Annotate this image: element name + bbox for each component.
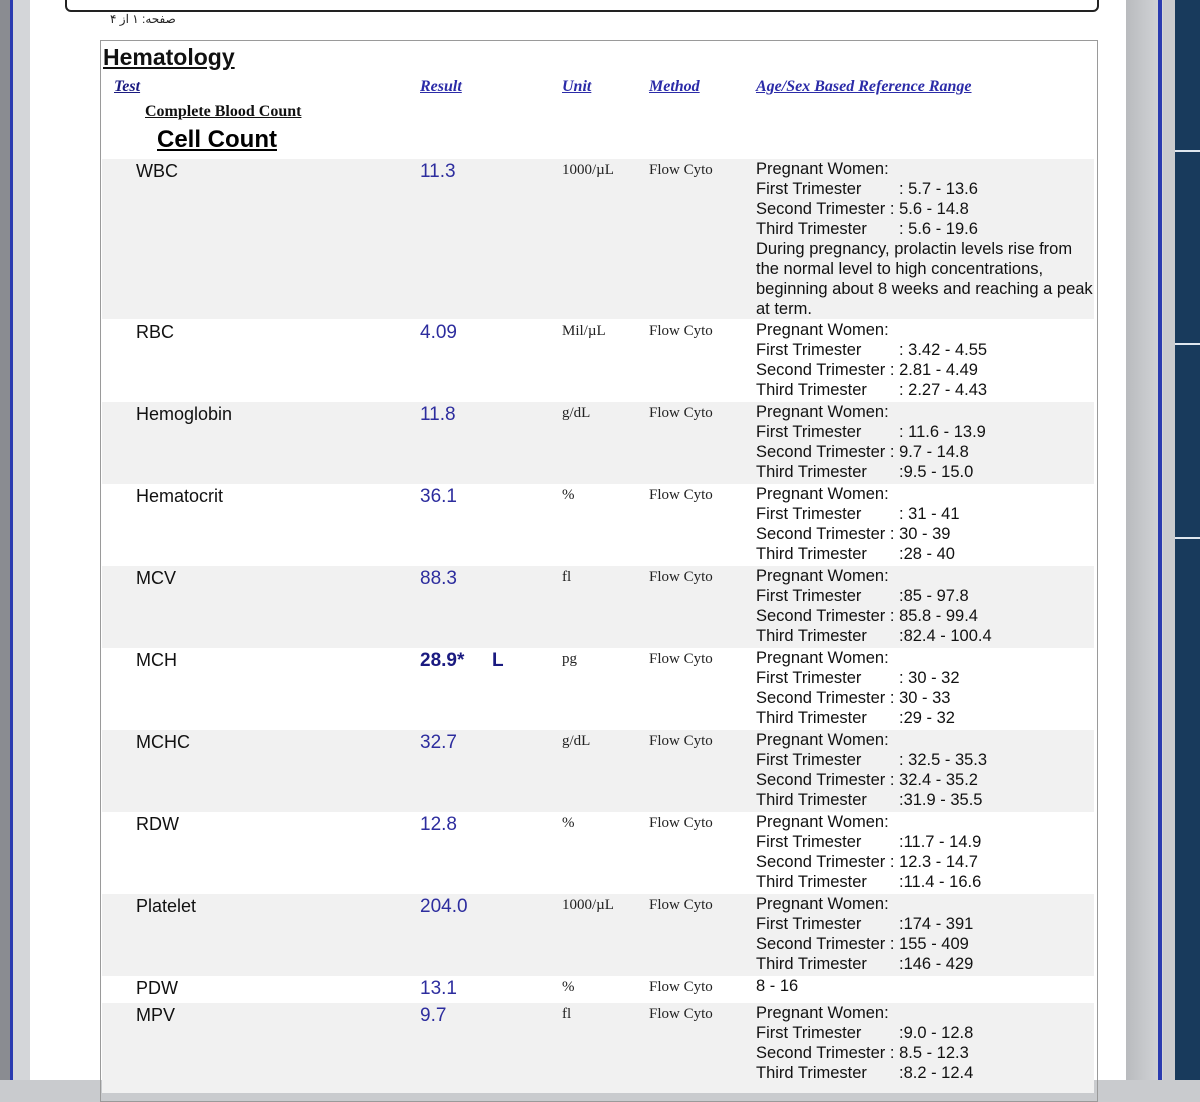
range-label: Second Trimester bbox=[756, 607, 886, 625]
column-header-test: Test bbox=[114, 78, 141, 95]
range-line bbox=[756, 179, 1096, 199]
range-value: :85 - 97.8 bbox=[899, 587, 969, 605]
reference-range bbox=[756, 484, 1096, 564]
range-heading: Pregnant Women: bbox=[756, 895, 889, 913]
range-line bbox=[756, 872, 1096, 892]
group-title: Cell Count bbox=[157, 126, 277, 153]
column-header-result: Result bbox=[420, 78, 462, 95]
reference-range bbox=[756, 812, 1096, 892]
range-label: First Trimester bbox=[756, 341, 862, 359]
table-row bbox=[102, 566, 1094, 648]
reference-range bbox=[756, 402, 1096, 482]
test-unit: 1000/µL bbox=[562, 162, 614, 178]
range-label: First Trimester bbox=[756, 180, 862, 198]
table-row bbox=[102, 402, 1094, 484]
range-line bbox=[756, 340, 1096, 360]
range-label: Third Trimester bbox=[756, 545, 867, 563]
range-line bbox=[756, 524, 1096, 544]
range-heading: Pregnant Women: bbox=[756, 1004, 889, 1022]
range-value: : 30 - 32 bbox=[899, 669, 960, 687]
column-header-method: Method bbox=[649, 78, 700, 95]
test-method: Flow Cyto bbox=[649, 651, 713, 667]
test-result: 9.7 bbox=[420, 1005, 447, 1026]
range-heading: Pregnant Women: bbox=[756, 567, 889, 585]
test-method: Flow Cyto bbox=[649, 487, 713, 503]
test-method: Flow Cyto bbox=[649, 569, 713, 585]
range-label: First Trimester bbox=[756, 833, 862, 851]
range-label: Second Trimester bbox=[756, 361, 886, 379]
range-line bbox=[756, 504, 1096, 524]
test-name: MPV bbox=[136, 1005, 176, 1025]
range-value: : 3.42 - 4.55 bbox=[899, 341, 988, 359]
test-method: Flow Cyto bbox=[649, 162, 713, 178]
range-line bbox=[756, 1023, 1096, 1043]
test-result: 36.1 bbox=[420, 486, 457, 507]
panel-subtitle: Complete Blood Count bbox=[145, 103, 302, 120]
range-line bbox=[756, 790, 1096, 810]
range-line bbox=[756, 832, 1096, 852]
test-unit: g/dL bbox=[562, 733, 591, 749]
test-unit: % bbox=[562, 815, 575, 831]
table-row bbox=[102, 320, 1094, 402]
reference-range bbox=[756, 894, 1096, 974]
range-label: First Trimester bbox=[756, 751, 862, 769]
range-label: Third Trimester bbox=[756, 709, 867, 727]
range-line bbox=[756, 360, 1096, 380]
range-heading: Pregnant Women: bbox=[756, 649, 889, 667]
table-row bbox=[102, 159, 1094, 319]
range-line bbox=[756, 626, 1096, 646]
test-result: 11.3 bbox=[420, 161, 456, 182]
test-name: MCHC bbox=[136, 732, 190, 752]
range-label: Third Trimester bbox=[756, 955, 867, 973]
test-result: 88.3 bbox=[420, 568, 457, 589]
side-panel-divider bbox=[1175, 537, 1200, 539]
range-line bbox=[756, 442, 1096, 462]
range-label: Second Trimester bbox=[756, 200, 886, 218]
table-row bbox=[102, 976, 1094, 1003]
range-value: : 85.8 - 99.4 bbox=[889, 607, 978, 625]
reference-range bbox=[756, 320, 1096, 400]
viewer-right-border bbox=[1158, 0, 1162, 1080]
range-value: : 5.7 - 13.6 bbox=[899, 180, 978, 198]
range-value: : 32.4 - 35.2 bbox=[889, 771, 978, 789]
reference-range bbox=[756, 1003, 1096, 1083]
range-value: : 30 - 39 bbox=[889, 525, 951, 543]
range-value: :11.7 - 14.9 bbox=[899, 833, 982, 851]
range-line bbox=[756, 688, 1096, 708]
test-method: Flow Cyto bbox=[649, 733, 713, 749]
range-label: Second Trimester bbox=[756, 443, 886, 461]
side-panel-divider bbox=[1175, 150, 1200, 152]
range-line bbox=[756, 606, 1096, 626]
range-value: : 2.81 - 4.49 bbox=[889, 361, 978, 379]
column-header-unit: Unit bbox=[562, 78, 592, 95]
page-number: صفحه: ۱ از ۴ bbox=[110, 12, 176, 26]
test-result: 12.8 bbox=[420, 814, 457, 835]
range-value: : 155 - 409 bbox=[889, 935, 969, 953]
test-method: Flow Cyto bbox=[649, 897, 713, 913]
reference-range bbox=[756, 566, 1096, 646]
range-value: : 11.6 - 13.9 bbox=[899, 423, 986, 441]
range-value: :11.4 - 16.6 bbox=[899, 873, 982, 891]
test-unit: pg bbox=[562, 651, 577, 667]
column-header-range: Age/Sex Based Reference Range bbox=[756, 78, 972, 95]
window-left-edge bbox=[0, 0, 10, 1080]
range-line bbox=[756, 422, 1096, 442]
test-unit: g/dL bbox=[562, 405, 591, 421]
range-label: Third Trimester bbox=[756, 791, 867, 809]
range-label: First Trimester bbox=[756, 669, 862, 687]
range-line bbox=[756, 954, 1096, 974]
range-value: :82.4 - 100.4 bbox=[899, 627, 992, 645]
range-heading: Pregnant Women: bbox=[756, 813, 889, 831]
range-line bbox=[756, 462, 1096, 482]
range-label: Third Trimester bbox=[756, 220, 867, 238]
test-method: Flow Cyto bbox=[649, 815, 713, 831]
range-line bbox=[756, 1063, 1096, 1083]
viewer-left-margin bbox=[13, 0, 30, 1080]
range-label: Third Trimester bbox=[756, 381, 867, 399]
reference-range bbox=[756, 730, 1096, 810]
range-label: Second Trimester bbox=[756, 771, 886, 789]
range-line bbox=[756, 668, 1096, 688]
range-line bbox=[756, 934, 1096, 954]
range-line bbox=[756, 770, 1096, 790]
range-value: 8 - 16 bbox=[756, 977, 799, 995]
test-unit: Mil/µL bbox=[562, 323, 606, 339]
range-line bbox=[756, 380, 1096, 400]
range-line bbox=[756, 1043, 1096, 1063]
range-note: During pregnancy, prolactin levels rise from the normal level to high concentrations, beginning about 8 weeks and reaching a peak at term. bbox=[756, 240, 1093, 318]
test-name: RBC bbox=[136, 322, 175, 342]
test-name: MCH bbox=[136, 650, 177, 670]
test-method: Flow Cyto bbox=[649, 323, 713, 339]
range-label: First Trimester bbox=[756, 1024, 862, 1042]
test-method: Flow Cyto bbox=[649, 979, 713, 995]
section-title: Hematology bbox=[103, 44, 235, 70]
page-header-box bbox=[65, 0, 1099, 12]
range-line bbox=[756, 586, 1096, 606]
test-name: MCV bbox=[136, 568, 176, 588]
range-label: Third Trimester bbox=[756, 463, 867, 481]
range-heading: Pregnant Women: bbox=[756, 485, 889, 503]
range-label: First Trimester bbox=[756, 587, 862, 605]
table-row bbox=[102, 730, 1094, 812]
range-value: :8.2 - 12.4 bbox=[899, 1064, 974, 1082]
right-side-panel bbox=[1175, 0, 1200, 1080]
test-name: Hemoglobin bbox=[136, 404, 233, 424]
range-label: Second Trimester bbox=[756, 853, 886, 871]
test-unit: % bbox=[562, 487, 575, 503]
range-value: : 30 - 33 bbox=[889, 689, 951, 707]
range-value: :9.5 - 15.0 bbox=[899, 463, 974, 481]
test-name: PDW bbox=[136, 978, 178, 998]
range-label: Third Trimester bbox=[756, 873, 867, 891]
range-line bbox=[756, 544, 1096, 564]
range-line bbox=[756, 199, 1096, 219]
range-heading: Pregnant Women: bbox=[756, 321, 889, 339]
side-panel-divider bbox=[1175, 343, 1200, 345]
range-line bbox=[756, 708, 1096, 728]
range-value: : 32.5 - 35.3 bbox=[899, 751, 988, 769]
range-label: Third Trimester bbox=[756, 627, 867, 645]
range-value: :31.9 - 35.5 bbox=[899, 791, 983, 809]
table-row bbox=[102, 894, 1094, 976]
range-value: :9.0 - 12.8 bbox=[899, 1024, 974, 1042]
test-name: Hematocrit bbox=[136, 486, 224, 506]
test-name: RDW bbox=[136, 814, 179, 834]
range-label: Second Trimester bbox=[756, 525, 886, 543]
range-value: : 31 - 41 bbox=[899, 505, 960, 523]
range-heading: Pregnant Women: bbox=[756, 403, 889, 421]
range-value: : 5.6 - 14.8 bbox=[889, 200, 969, 218]
range-value: :28 - 40 bbox=[899, 545, 955, 563]
abnormal-flag: L bbox=[492, 650, 504, 671]
range-label: First Trimester bbox=[756, 915, 862, 933]
test-unit: fl bbox=[562, 569, 572, 585]
reference-range bbox=[756, 648, 1096, 728]
range-label: Third Trimester bbox=[756, 1064, 867, 1082]
range-line bbox=[756, 219, 1096, 239]
range-value: : 8.5 - 12.3 bbox=[889, 1044, 969, 1062]
range-line bbox=[756, 914, 1096, 934]
test-method: Flow Cyto bbox=[649, 1006, 713, 1022]
range-value: :29 - 32 bbox=[899, 709, 955, 727]
test-result: 11.8 bbox=[420, 404, 456, 425]
range-value: : 5.6 - 19.6 bbox=[899, 220, 978, 238]
test-unit: % bbox=[562, 979, 575, 995]
range-value: :146 - 429 bbox=[899, 955, 974, 973]
range-heading: Pregnant Women: bbox=[756, 160, 889, 178]
range-heading: Pregnant Women: bbox=[756, 731, 889, 749]
test-result: 4.09 bbox=[420, 322, 457, 343]
test-unit: fl bbox=[562, 1006, 572, 1022]
range-label: First Trimester bbox=[756, 505, 862, 523]
range-label: Second Trimester bbox=[756, 1044, 886, 1062]
range-label: Second Trimester bbox=[756, 935, 886, 953]
range-label: Second Trimester bbox=[756, 689, 886, 707]
test-result: 32.7 bbox=[420, 732, 457, 753]
reference-range bbox=[756, 976, 1096, 996]
range-value: : 9.7 - 14.8 bbox=[889, 443, 969, 461]
range-label: First Trimester bbox=[756, 423, 862, 441]
test-result: 28.9* bbox=[420, 650, 465, 671]
test-name: WBC bbox=[136, 161, 178, 181]
reference-range bbox=[756, 159, 1096, 319]
test-name: Platelet bbox=[136, 896, 197, 916]
range-line bbox=[756, 750, 1096, 770]
test-method: Flow Cyto bbox=[649, 405, 713, 421]
table-row bbox=[102, 648, 1094, 730]
range-line bbox=[756, 852, 1096, 872]
test-result: 204.0 bbox=[420, 896, 468, 917]
range-value: : 12.3 - 14.7 bbox=[889, 853, 978, 871]
range-value: : 2.27 - 4.43 bbox=[899, 381, 988, 399]
test-unit: 1000/µL bbox=[562, 897, 614, 913]
table-row bbox=[102, 812, 1094, 894]
range-value: :174 - 391 bbox=[899, 915, 974, 933]
table-row bbox=[102, 484, 1094, 566]
test-result: 13.1 bbox=[420, 978, 457, 999]
